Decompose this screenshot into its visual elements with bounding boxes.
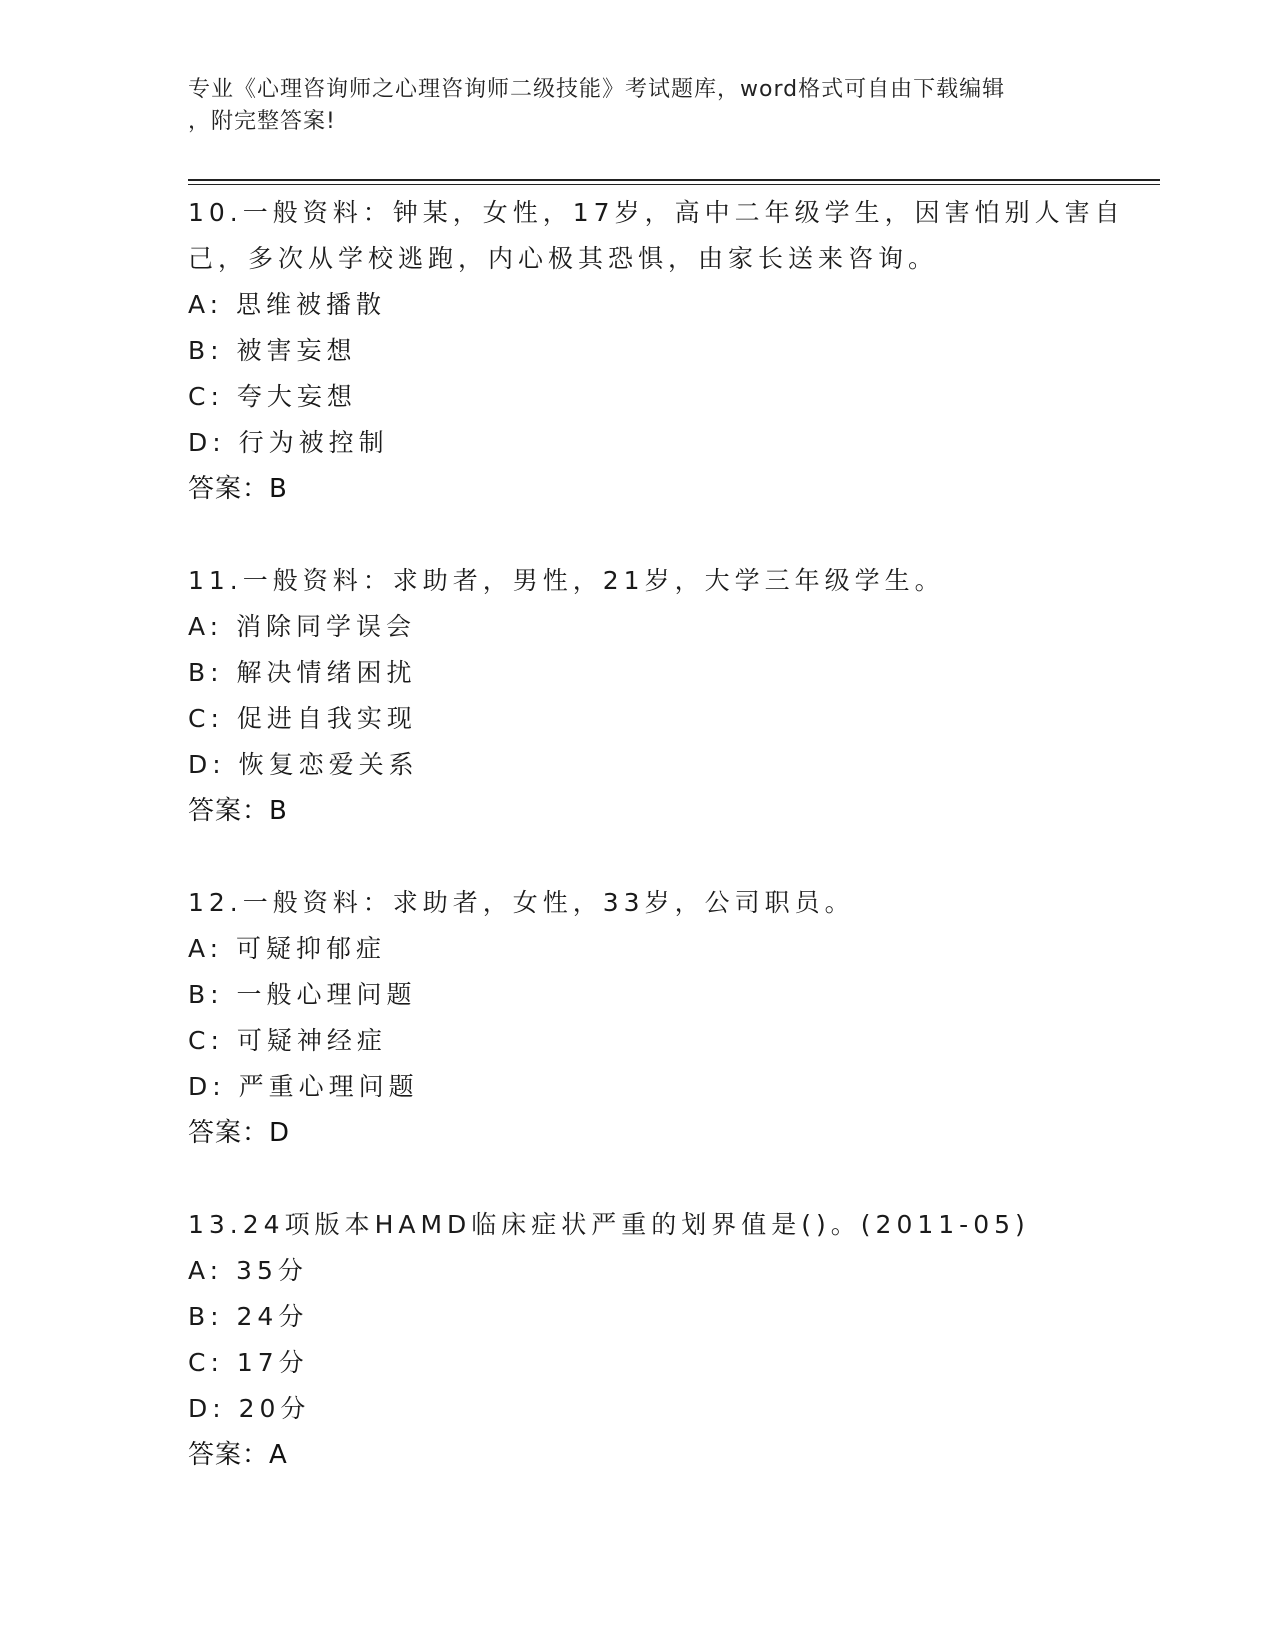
header-divider-thick [188,179,1160,181]
answer-label: 答案：A [188,1440,288,1470]
answer-label: 答案：B [188,474,288,504]
question-11 [188,558,1088,834]
option-d: D: 20分 [188,1394,311,1423]
option-a: A: 消除同学误会 [188,612,417,641]
option-c: C: 17分 [188,1348,309,1377]
header-divider-thin [188,184,1160,185]
question-10 [188,190,1125,512]
option-c: C: 夸大妄想 [188,382,357,411]
question-stem-continued: 己，多次从学校逃跑，内心极其恐惧，由家长送来咨询。 [188,244,939,273]
question-12 [188,880,1088,1156]
header-line-2: ，附完整答案! [188,109,336,134]
question-list [188,190,1125,1524]
answer-label: 答案：D [188,1118,291,1148]
option-c: C: 促进自我实现 [188,704,417,733]
question-stem: 10.一般资料：钟某，女性，17岁，高中二年级学生，因害怕别人害自 [188,198,1125,227]
option-d: D: 行为被控制 [188,428,389,457]
option-b: B: 解决情绪困扰 [188,658,417,687]
question-stem: 11.一般资料：求助者，男性，21岁，大学三年级学生。 [188,566,945,595]
option-b: B: 一般心理问题 [188,980,417,1009]
document-header [188,74,1088,138]
question-13 [188,1202,1088,1478]
option-d: D: 严重心理问题 [188,1072,419,1101]
question-stem: 13.24项版本HAMD临床症状严重的划界值是()。(2011-05) [188,1210,1030,1239]
answer-label: 答案：B [188,796,288,826]
option-c: C: 可疑神经症 [188,1026,387,1055]
option-d: D: 恢复恋爱关系 [188,750,419,779]
option-b: B: 24分 [188,1302,309,1331]
option-b: B: 被害妄想 [188,336,357,365]
header-line-1: 专业《心理咨询师之心理咨询师二级技能》考试题库，word格式可自由下载编辑 [188,77,1006,102]
question-stem: 12.一般资料：求助者，女性，33岁，公司职员。 [188,888,855,917]
option-a: A: 可疑抑郁症 [188,934,387,963]
option-a: A: 思维被播散 [188,290,387,319]
option-a: A: 35分 [188,1256,308,1285]
